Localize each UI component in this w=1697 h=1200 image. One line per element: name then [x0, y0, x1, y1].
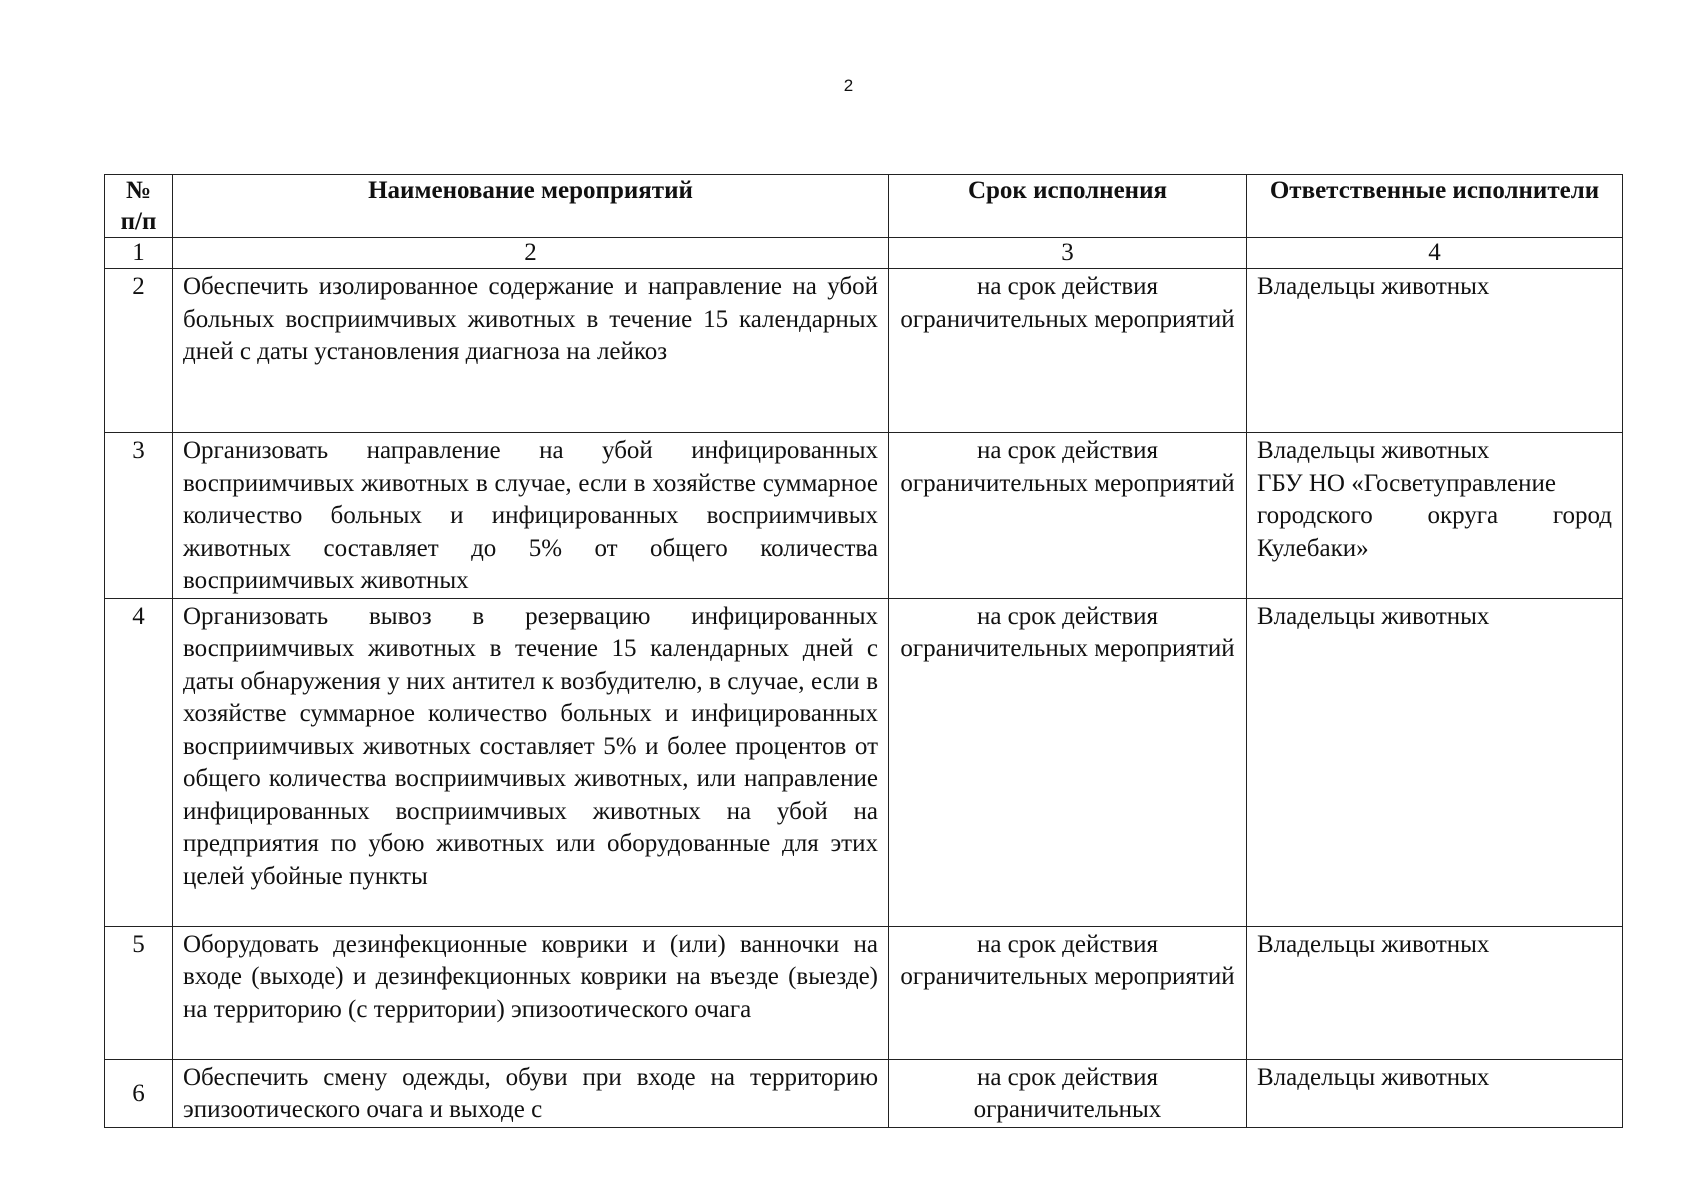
- column-number: 4: [1247, 238, 1623, 269]
- responsible-executors: [1247, 433, 1623, 599]
- measure-name: Оборудовать дезинфекционные коврики и (или) ванночки на входе (выходе) и дезинфекционных коврики на въезде (выезде) на территорию (с территории) эпизоотического очага: [173, 926, 889, 1059]
- column-number: 1: [105, 238, 173, 269]
- row-number: 5: [105, 926, 173, 1059]
- table-row: [105, 433, 1623, 599]
- header-num: № п/п: [105, 175, 173, 238]
- execution-term: на срок действия ограничительных мероприятий: [889, 926, 1247, 1059]
- responsible-line: Владельцы животных: [1257, 602, 1490, 630]
- row-number: 3: [105, 433, 173, 599]
- responsible-line: Владельцы животных: [1257, 1063, 1490, 1091]
- measure-name: Обеспечить смену одежды, обуви при входе на территорию эпизоотического очага и выходе с: [173, 1059, 889, 1127]
- execution-term: на срок действия ограничительных мероприятий: [889, 433, 1247, 599]
- column-number: 3: [889, 238, 1247, 269]
- responsible-line: Владельцы животных: [1257, 930, 1490, 958]
- measure-name: Обеспечить изолированное содержание и направление на убой больных восприимчивых животных в течение 15 календарных дней с даты установления диагноза на лейкоз: [173, 269, 889, 433]
- table-row: [105, 598, 1623, 926]
- measure-name: Организовать направление на убой инфицированных восприимчивых животных в случае, если в хозяйстве суммарное количество больных и инфицированных восприимчивых животных составляет до 5% от общего количества восприимчивых животных: [173, 433, 889, 599]
- responsible-line: Владельцы животных: [1257, 437, 1490, 464]
- table-header-row: [105, 175, 1623, 238]
- row-number: 2: [105, 269, 173, 433]
- row-number: 4: [105, 598, 173, 926]
- table-row: [105, 1059, 1623, 1127]
- table-row: [105, 926, 1623, 1059]
- table-row: [105, 269, 1623, 433]
- column-numbering-row: [105, 238, 1623, 269]
- responsible-executors: [1247, 1059, 1623, 1127]
- execution-term: на срок действия ограничительных: [889, 1059, 1247, 1127]
- responsible-executors: [1247, 926, 1623, 1059]
- execution-term: на срок действия ограничительных мероприятий: [889, 269, 1247, 433]
- header-term: Срок исполнения: [889, 175, 1247, 238]
- responsible-executors: [1247, 269, 1623, 433]
- page-number: 2: [843, 76, 854, 95]
- responsible-line: Кулебаки»: [1257, 534, 1369, 562]
- row-number: 6: [105, 1059, 173, 1127]
- measures-table: [104, 174, 1623, 1128]
- header-responsible: Ответственные исполнители: [1247, 175, 1623, 238]
- execution-term: на срок действия ограничительных мероприятий: [889, 598, 1247, 926]
- responsible-line: Владельцы животных: [1257, 273, 1490, 300]
- measure-name: Организовать вывоз в резервацию инфицированных восприимчивых животных в течение 15 календарных дней с даты обнаружения у них антител к возбудителю, в случае, если в хозяйстве суммарное количество больных и инфицированных восприимчивых животных составляет 5% и более процентов от общего количества восприимчивых животных, или направление инфицированных восприимчивых животных на убой на предприятия по убою животных или оборудованные для этих целей убойные пункты: [173, 598, 889, 926]
- responsible-line: ГБУ НО «Госветуправление: [1257, 469, 1556, 497]
- responsible-executors: [1247, 598, 1623, 926]
- column-number: 2: [173, 238, 889, 269]
- responsible-line: городского округа город: [1257, 502, 1612, 529]
- header-name: Наименование мероприятий: [173, 175, 889, 238]
